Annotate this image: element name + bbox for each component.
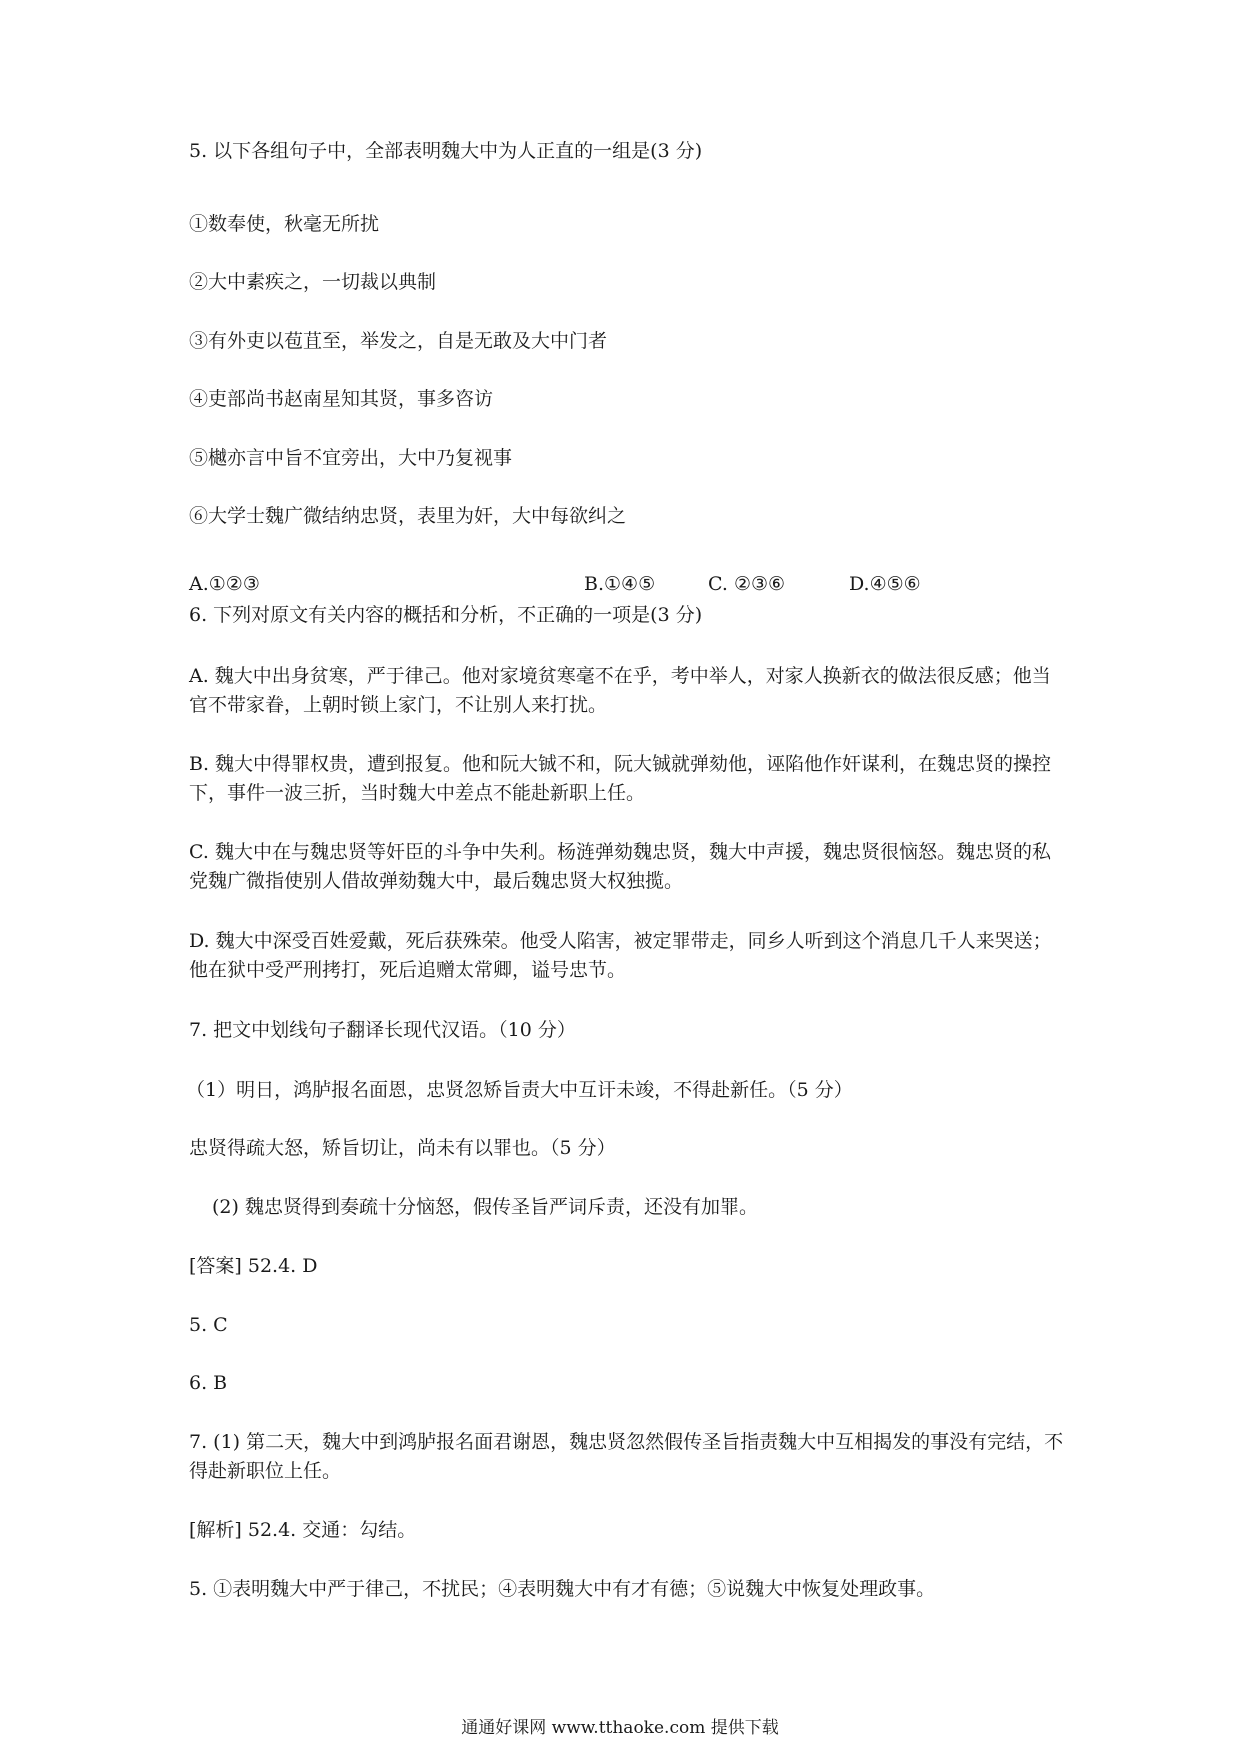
q5-options-row [189, 570, 1069, 598]
q5-option-b: B.①④⑤ [584, 573, 656, 595]
q5-item-5: ⑤樾亦言中旨不宜旁出，大中乃复视事 [189, 447, 513, 469]
answer-6: 6. B [189, 1372, 228, 1394]
q5-item-1: ①数奉使，秋毫无所扰 [189, 213, 380, 235]
q5-option-c: C. ②③⑥ [708, 573, 786, 595]
q6-choice-b: B. 魏大中得罪权贵，遭到报复。他和阮大铖不和，阮大铖就弹劾他，诬陷他作奸谋利，在魏忠贤的操控下，事件一波三折，当时魏大中差点不能赴新职上任。 [189, 753, 1052, 804]
q5-item-3: ③有外吏以苞苴至，举发之，自是无敢及大中门者 [189, 330, 608, 352]
footer-credit: 通通好课网 www.tthaoke.com 提供下载 [461, 1718, 779, 1738]
q7-sentence-1: （1）明日，鸿胪报名面恩，忠贤忽矫旨责大中互讦未竣，不得赴新任。（5 分） [186, 1079, 853, 1101]
q5-item-4: ④吏部尚书赵南星知其贤，事多咨访 [189, 388, 494, 410]
question-7-title: 7. 把文中划线句子翻译长现代汉语。（10 分） [189, 1019, 576, 1041]
q6-choice-d: D. 魏大中深受百姓爱戴，死后获殊荣。他受人陷害，被定罪带走，同乡人听到这个消息几千人来哭送；他在狱中受严刑拷打，死后追赠太常卿，谥号忠节。 [189, 930, 1052, 981]
explanation-1: [解析] 52.4. 交通：勾结。 [189, 1519, 417, 1541]
question-6-title: 6. 下列对原文有关内容的概括和分析，不正确的一项是(3 分) [189, 604, 703, 626]
q5-option-d: D.④⑤⑥ [849, 573, 921, 595]
question-5-title: 5. 以下各组句子中，全部表明魏大中为人正直的一组是(3 分) [189, 140, 703, 162]
q5-item-2: ②大中素疾之，一切裁以典制 [189, 271, 437, 293]
q7-sentence-2-answer: (2) 魏忠贤得到奏疏十分恼怒，假传圣旨严词斥责，还没有加罪。 [212, 1196, 758, 1218]
answer-7-1: 7. (1) 第二天，魏大中到鸿胪报名面君谢恩，魏忠贤忽然假传圣旨指责魏大中互相揭发的事没有完结，不得赴新职位上任。 [189, 1431, 1064, 1482]
explanation-5: 5. ①表明魏大中严于律己，不扰民；④表明魏大中有才有德；⑤说魏大中恢复处理政事。 [189, 1578, 936, 1600]
q6-choice-c: C. 魏大中在与魏忠贤等奸臣的斗争中失利。杨涟弹劾魏忠贤，魏大中声援，魏忠贤很恼怒。魏忠贤的私党魏广微指使别人借故弹劾魏大中，最后魏忠贤大权独揽。 [189, 841, 1051, 892]
q5-item-6: ⑥大学士魏广微结纳忠贤，表里为奸，大中每欲纠之 [189, 505, 627, 527]
answer-5: 5. C [189, 1314, 228, 1336]
answer-key: [答案] 52.4. D [189, 1255, 318, 1277]
q5-option-a: A.①②③ [189, 573, 260, 595]
q7-sentence-2: 忠贤得疏大怒，矫旨切让，尚未有以罪也。（5 分） [189, 1137, 616, 1159]
q6-choice-a: A. 魏大中出身贫寒，严于律己。他对家境贫寒毫不在乎，考中举人，对家人换新衣的做法很反感；他当官不带家眷，上朝时锁上家门，不让别人来打扰。 [189, 665, 1051, 716]
